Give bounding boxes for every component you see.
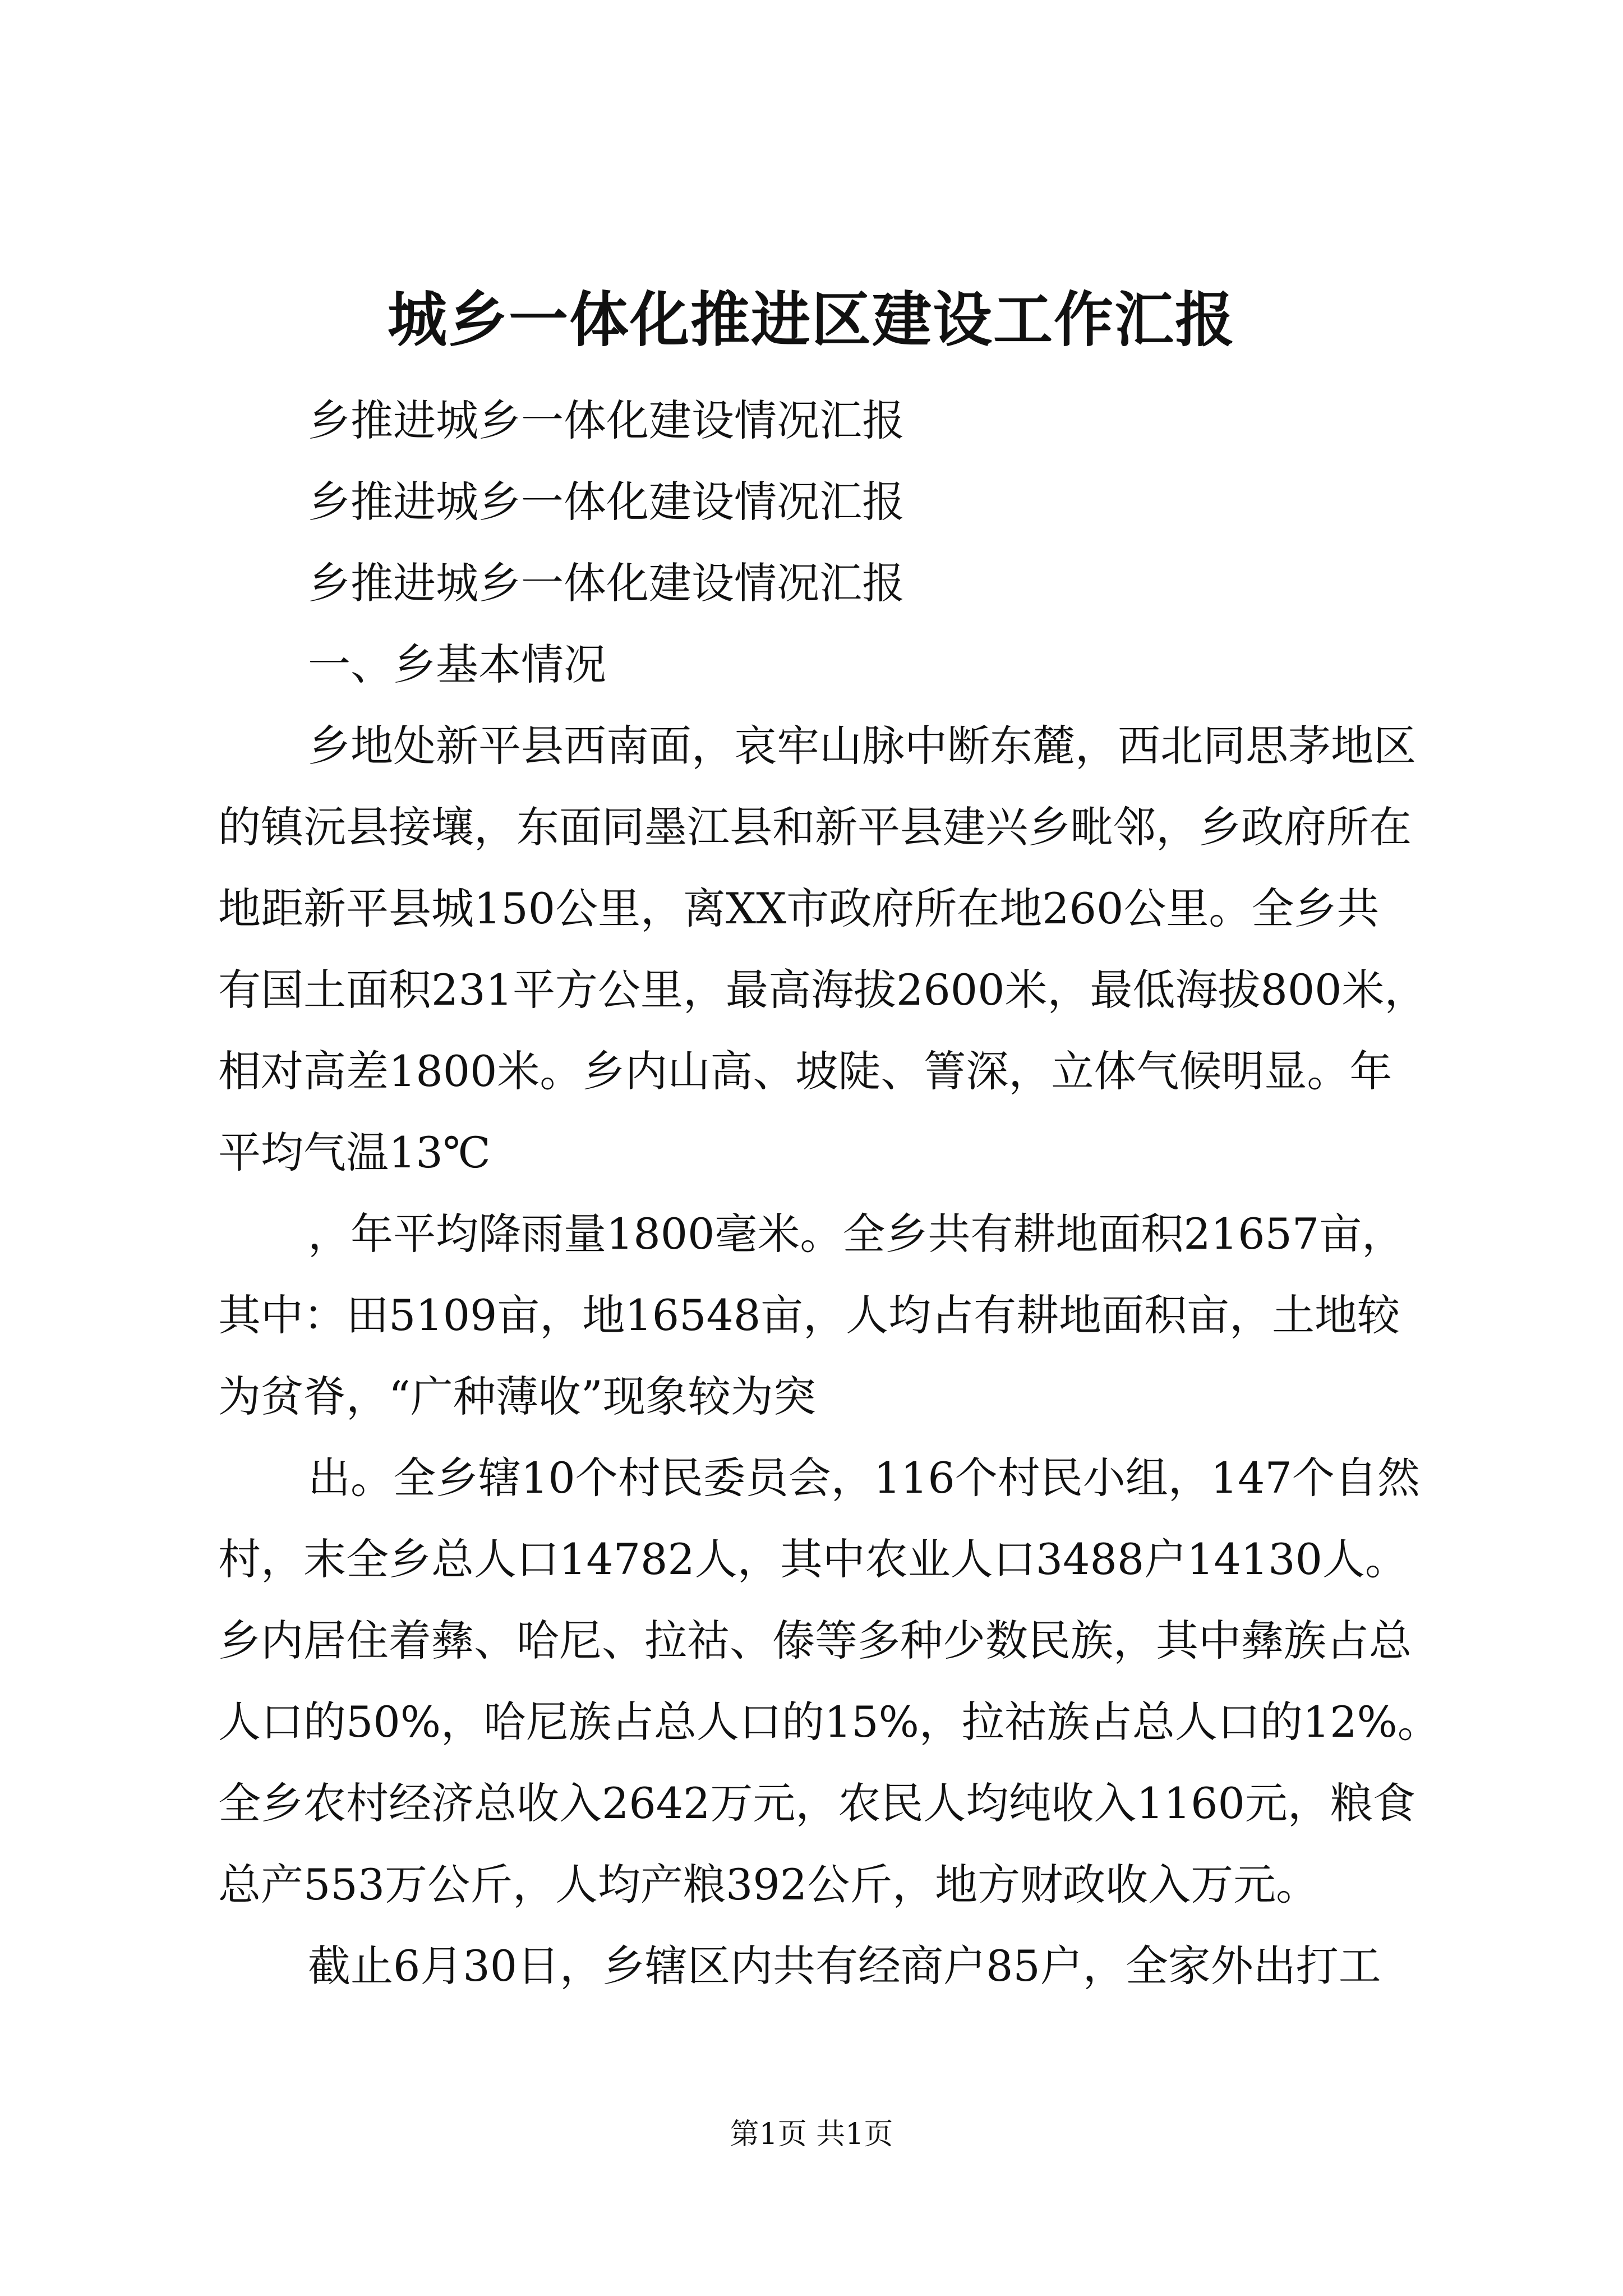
paragraph-2-line-1: ，年平均降雨量1800毫米。全乡共有耕地面积21657亩，: [308, 1209, 1405, 1259]
paragraph-3-line-4: 人口的50%，哈尼族占总人口的15%，拉祜族占总人口的12%。: [218, 1697, 1440, 1747]
paragraph-1-line-6: 平均气温13℃: [218, 1128, 491, 1177]
paragraph-3-line-2: 村，末全乡总人口14782人，其中农业人口3488户14130人。: [218, 1534, 1408, 1584]
paragraph-1-line-5: 相对高差1800米。乡内山高、坡陡、箐深，立体气候明显。年: [218, 1046, 1393, 1096]
document-title: 城乡一体化推进区建设工作汇报: [388, 284, 1235, 355]
paragraph-3-line-3: 乡内居住着彝、哈尼、拉祜、傣等多种少数民族，其中彝族占总: [218, 1616, 1412, 1665]
paragraph-4-line-1: 截止6月30日，乡辖区内共有经商户85户，全家外出打工: [308, 1941, 1381, 1991]
subtitle-line-1: 乡推进城乡一体化建设情况汇报: [308, 395, 905, 445]
paragraph-1-line-1: 乡地处新平县西南面，哀牢山脉中断东麓，西北同思茅地区: [308, 721, 1416, 771]
page-footer: 第1页 共1页: [730, 2118, 893, 2151]
paragraph-3-line-6: 总产553万公斤，人均产粮392公斤，地方财政收入万元。: [218, 1860, 1319, 1910]
paragraph-1-line-2: 的镇沅县接壤，东面同墨江县和新平县建兴乡毗邻，乡政府所在: [218, 802, 1412, 852]
section-heading: 一、乡基本情况: [308, 639, 606, 689]
paragraph-1-line-3: 地距新平县城150公里，离XX市政府所在地260公里。全乡共: [218, 884, 1380, 933]
paragraph-2-line-2: 其中：田5109亩，地16548亩，人均占有耕地面积亩，土地较: [218, 1290, 1400, 1340]
paragraph-2-line-3: 为贫脊，“广种薄收”现象较为突: [218, 1372, 816, 1421]
subtitle-line-2: 乡推进城乡一体化建设情况汇报: [308, 477, 905, 527]
paragraph-1-line-4: 有国土面积231平方公里，最高海拔2600米，最低海拔800米，: [218, 965, 1427, 1015]
paragraph-3-line-5: 全乡农村经济总收入2642万元，农民人均纯收入1160元，粮食: [218, 1778, 1415, 1828]
subtitle-line-3: 乡推进城乡一体化建设情况汇报: [308, 558, 905, 608]
paragraph-3-line-1: 出。全乡辖10个村民委员会，116个村民小组，147个自然: [308, 1453, 1420, 1503]
